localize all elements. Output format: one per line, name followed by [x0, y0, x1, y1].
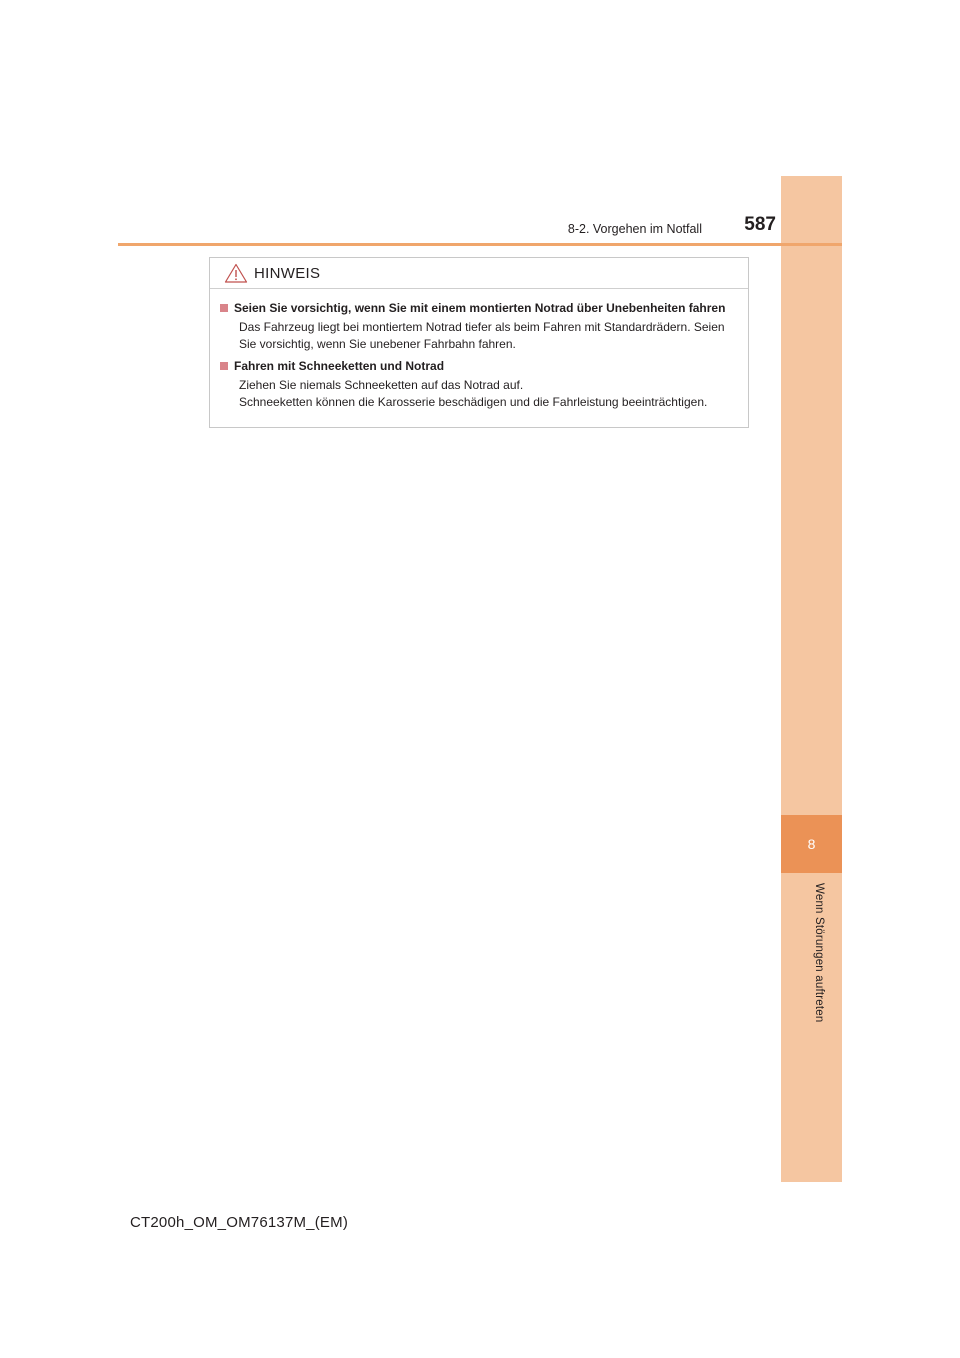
warning-triangle-icon [224, 263, 248, 283]
notice-item-line: Schneeketten können die Karosserie beschädigen und die Fahrleistung beeinträchtigen. [239, 395, 708, 409]
notice-header [210, 258, 748, 289]
chapter-number-box [781, 815, 842, 873]
notice-item-heading-text: Seien Sie vorsichtig, wenn Sie mit einem montierten Notrad über Unebenheiten fahren [234, 301, 726, 315]
section-title: 8-2. Vorgehen im Notfall [567, 222, 702, 236]
notice-item-line: Ziehen Sie niemals Schneeketten auf das Notrad auf. [239, 378, 524, 392]
notice-item-text: Das Fahrzeug liegt bei montiertem Notrad tiefer als beim Fahren mit Standardrädern. Seien Sie vorsichtig, wenn Sie unebener Fahrbahn fahren. [239, 320, 725, 351]
document-code: CT200h_OM_OM76137M_(EM) [130, 1214, 349, 1231]
notice-item [220, 359, 738, 411]
notice-label: HINWEIS [254, 264, 321, 282]
header-divider [118, 243, 842, 246]
chapter-side-tab [781, 176, 842, 1182]
notice-item-text [239, 377, 738, 411]
notice-item-heading [220, 301, 738, 315]
page-number: 587 [744, 214, 776, 235]
notice-item-heading [220, 359, 738, 373]
square-bullet-icon [220, 362, 228, 370]
chapter-title: Wenn Störungen auftreten [813, 883, 825, 1023]
square-bullet-icon [220, 304, 228, 312]
notice-body [210, 289, 748, 411]
chapter-number: 8 [807, 836, 816, 852]
notice-box [209, 257, 749, 428]
notice-item-heading-text: Fahren mit Schneeketten und Notrad [234, 359, 445, 373]
notice-item [220, 301, 738, 353]
